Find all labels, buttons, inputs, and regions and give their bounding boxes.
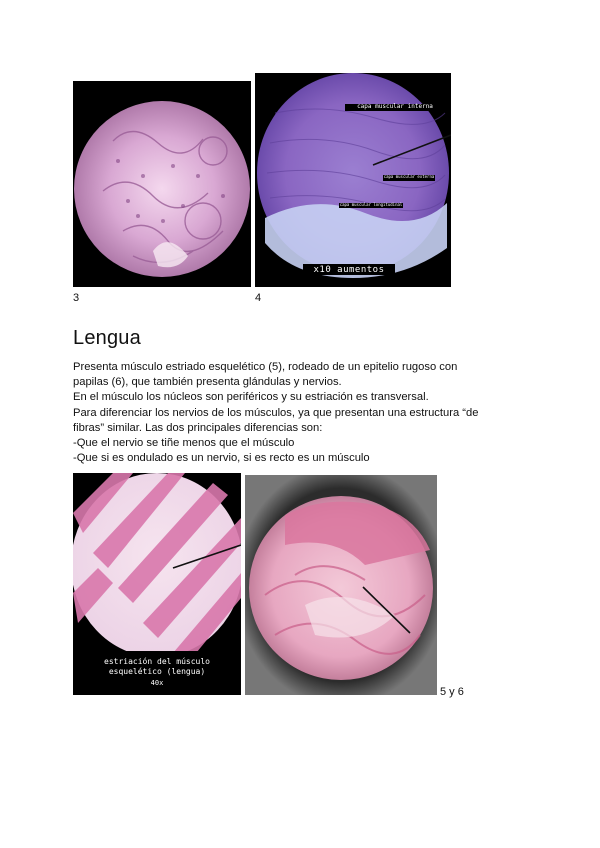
label-capa-externa: capa muscular externa <box>383 174 435 179</box>
figure-number-3: 3 <box>73 292 80 304</box>
body-line: En el músculo los núcleos son periféricos y su estriación es transversal. <box>73 391 429 404</box>
label-estriacion-2: esquelético (lengua) <box>108 667 206 676</box>
body-line: papilas (6), que también presenta glándulas y nervios. <box>73 376 342 389</box>
micrograph-4 <box>255 73 451 287</box>
label-magnification-4: x10 aumentos <box>313 265 385 275</box>
section-title: Lengua <box>73 327 141 349</box>
section-body <box>73 360 533 466</box>
label-capa-longitudinal: capa muscular longitudinal <box>339 202 403 207</box>
body-line: -Que si es ondulado es un nervio, si es recto es un músculo <box>73 452 370 465</box>
body-line: fibras” similar. Las dos principales diferencias son: <box>73 421 323 434</box>
body-line: Para diferenciar los nervios de los músculos, ya que presentan una estructura “de <box>73 406 479 419</box>
figure-number-4: 4 <box>255 292 262 304</box>
figure-caption-5-6: 5 y 6 <box>440 686 464 698</box>
label-magnification-5: 40x <box>150 679 164 687</box>
label-capa-interna: capa muscular interna <box>357 103 433 110</box>
label-estriacion-1: estriación del músculo <box>104 657 210 666</box>
body-line: Presenta músculo estriado esquelético (5), rodeado de un epitelio rugoso con <box>73 361 458 373</box>
micrograph-3 <box>73 81 251 287</box>
micrograph-6 <box>245 475 437 695</box>
body-line: -Que el nervio se tiñe menos que el músculo <box>73 437 295 450</box>
micrograph-5 <box>73 473 241 695</box>
